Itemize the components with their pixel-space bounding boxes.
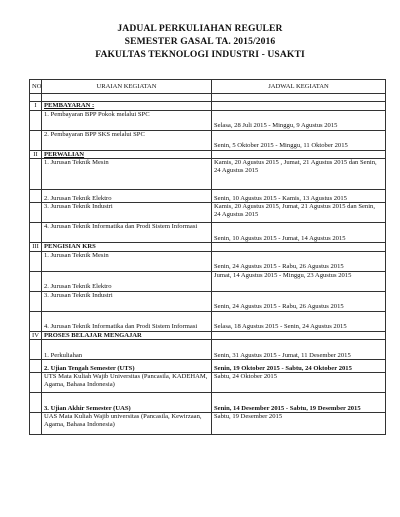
table-row <box>30 130 386 150</box>
empty-cell <box>30 360 42 373</box>
section-row <box>30 102 386 111</box>
table-row <box>30 393 386 413</box>
table-row <box>30 223 386 243</box>
section-title: PROSES BELAJAR MENGAJAR <box>42 331 212 340</box>
header-no: NO <box>30 80 42 94</box>
header-uraian: URAIAN KEGIATAN <box>42 80 212 94</box>
table-row <box>30 311 386 331</box>
title-line-1: JADUAL PERKULIAHAN REGULER <box>117 23 283 34</box>
section-title-text: PERWALIAN <box>44 150 85 158</box>
schedule-table <box>29 79 386 435</box>
date-cell: Selasa, 28 Juli 2015 - Minggu, 9 Agustus 2015 <box>212 110 386 130</box>
table-row <box>30 110 386 130</box>
date-cell: Senin, 19 Oktober 2015 - Sabtu, 24 Oktober 2015 <box>212 360 386 373</box>
table-row <box>30 340 386 360</box>
empty-cell <box>30 203 42 223</box>
date-cell: Senin, 24 Agustus 2015 - Rabu, 26 Agustus 2015 <box>212 291 386 311</box>
activity-cell: 3. Jurusan Teknik Industri <box>42 203 212 223</box>
date-cell: Kamis, 20 Agustus 2015, Jumat, 21 Agustus 2015 dan Senin, 24 Agustus 2015 <box>212 203 386 223</box>
table-row <box>30 291 386 311</box>
date-cell: Jumat, 14 Agustus 2015 - Minggu, 23 Agustus 2015 <box>212 271 386 291</box>
empty-cell <box>30 413 42 435</box>
empty-cell <box>212 150 386 159</box>
empty-cell <box>30 271 42 291</box>
header-jadwal: JADWAL KEGIATAN <box>212 80 386 94</box>
title-line-2: SEMESTER GASAL TA. 2015/2016 <box>124 36 276 47</box>
section-number: II <box>30 150 42 159</box>
table-header-row <box>30 80 386 94</box>
section-number: I <box>30 102 42 111</box>
section-title <box>42 150 212 159</box>
date-cell: Senin, 5 Oktober 2015 - Minggu, 11 Oktober 2015 <box>212 130 386 150</box>
date-cell: Senin, 31 Agustus 2015 - Jumat, 11 Desember 2015 <box>212 340 386 360</box>
date-cell: Senin, 10 Agustus 2015 - Jumat, 14 Agustus 2015 <box>212 223 386 243</box>
activity-cell: UTS Mata Kuliah Wajib Universitas (Pancasila, KADEHAM, Agama, Bahasa Indonesia) <box>42 373 212 393</box>
empty-cell <box>30 291 42 311</box>
section-title-text: PEMBAYARAN : <box>44 102 95 109</box>
empty-cell <box>30 159 42 190</box>
table-row <box>30 203 386 223</box>
section-title <box>42 102 212 111</box>
empty-cell <box>30 340 42 360</box>
activity-cell: 3. Jurusan Teknik Industri <box>42 291 212 311</box>
empty-cell <box>212 243 386 252</box>
empty-cell <box>30 251 42 271</box>
activity-cell: 1. Pembayaran BPP Pokok melalui SPC <box>42 110 212 130</box>
date-cell: Senin, 14 Desember 2015 - Sabtu, 19 Desember 2015 <box>212 393 386 413</box>
section-title: PENGISIAN KRS <box>42 243 212 252</box>
activity-cell: 3. Ujian Akhir Semester (UAS) <box>42 393 212 413</box>
table-row <box>30 373 386 393</box>
empty-cell <box>212 102 386 111</box>
empty-cell <box>30 311 42 331</box>
activity-cell: 1. Perkuliahan <box>42 340 212 360</box>
empty-cell <box>30 190 42 203</box>
empty-cell <box>212 331 386 340</box>
empty-cell <box>30 223 42 243</box>
date-cell: Selasa, 18 Agustus 2015 - Senin, 24 Agustus 2015 <box>212 311 386 331</box>
section-row <box>30 150 386 159</box>
empty-cell <box>30 373 42 393</box>
empty-cell <box>30 130 42 150</box>
activity-cell: 1. Jurusan Teknik Mesin <box>42 159 212 190</box>
table-row <box>30 271 386 291</box>
table-row <box>30 190 386 203</box>
activity-cell: UAS Mata Kuliah Wajib universitas (Pancasila, Kewirzaan, Agama, Bahasa Indonesia) <box>42 413 212 435</box>
spacer-row <box>30 94 386 102</box>
date-cell: Sabtu, 19 Desember 2015 <box>212 413 386 435</box>
table-row <box>30 159 386 190</box>
table-row <box>30 251 386 271</box>
activity-cell: 2. Jurusan Teknik Elektro <box>42 190 212 203</box>
activity-cell: 2. Pembayaran BPP SKS melalui SPC <box>42 130 212 150</box>
empty-cell <box>30 110 42 130</box>
empty-cell <box>30 393 42 413</box>
section-row <box>30 243 386 252</box>
activity-cell: 2. Ujian Tengah Semester (UTS) <box>42 360 212 373</box>
table-row <box>30 413 386 435</box>
date-cell: Senin, 24 Agustus 2015 - Rabu, 26 Agustus 2015 <box>212 251 386 271</box>
activity-cell: 2. Jurusan Teknik Elektro <box>42 271 212 291</box>
date-cell: Senin, 10 Agustus 2015 - Kamis, 13 Agustus 2015 <box>212 190 386 203</box>
activity-cell: 4. Jurusan Teknik Informatika dan Prodi Sistem Informasi <box>42 311 212 331</box>
table-row <box>30 360 386 373</box>
activity-cell: 1. Jurusan Teknik Mesin <box>42 251 212 271</box>
section-row <box>30 331 386 340</box>
title-line-3: FAKULTAS TEKNOLOGI INDUSTRI - USAKTI <box>95 49 305 60</box>
section-number: III <box>30 243 42 252</box>
date-cell: Kamis, 20 Agustus 2015 , Jumat, 21 Agustus 2015 dan Senin, 24 Agustus 2015 <box>212 159 386 190</box>
date-cell: Sabtu, 24 Oktober 2015 <box>212 373 386 393</box>
section-number: IV <box>30 331 42 340</box>
activity-cell: 4. Jurusan Teknik Informatika dan Prodi Sistem Informasi <box>42 223 212 243</box>
